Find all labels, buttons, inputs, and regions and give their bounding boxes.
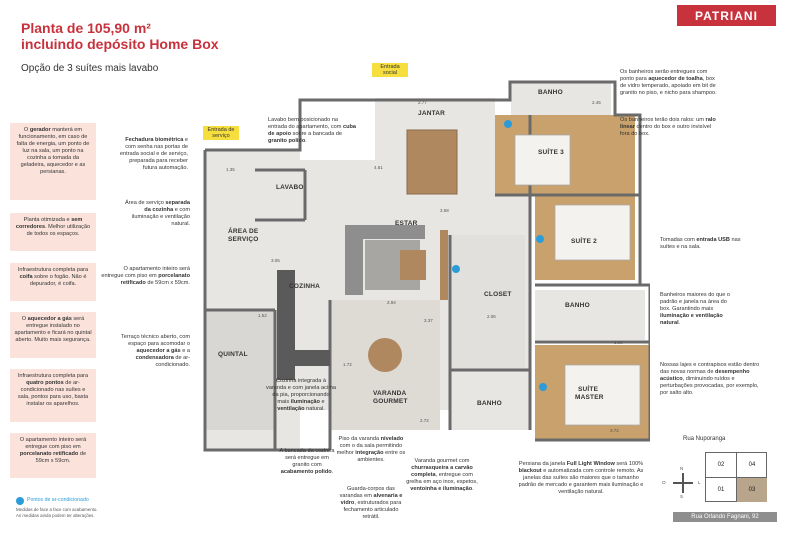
dim-8: 3.37	[424, 318, 433, 323]
note-piso-varanda: Piso da varanda nivelado com o da sala permitindo melhor integração entre os ambientes.	[336, 436, 406, 463]
compass-l: L	[698, 480, 701, 485]
note-lavabo: Lavabo bem posicionado na entrada do apartamento, com cuba de apoio sobre a bancada de granito polido.	[268, 117, 357, 144]
right-note-ralos: Os banheiros terão dois ralos: um ralo linear dentro do box e outro invisível fora do box.	[620, 117, 716, 137]
banho1-floor	[511, 82, 611, 115]
dim-14: 1.52	[258, 313, 267, 318]
compass-o: O	[662, 480, 666, 485]
dining-table	[407, 130, 457, 194]
dim-1: 2.77	[418, 100, 427, 105]
title-line-1: Planta de 105,90 m²	[21, 20, 151, 36]
dim-5: 3.05	[271, 258, 280, 263]
ac-point-icon	[452, 265, 460, 273]
dim-11: 3.00	[614, 340, 623, 345]
unit-03: 03	[737, 478, 767, 502]
bed-suite3	[515, 135, 570, 185]
right-note-usb: Tomadas com entrada USB nas suítes e na sala.	[660, 237, 741, 250]
unit-02: 02	[706, 453, 737, 478]
ac-legend-label: Pontos de ar-condicionado	[27, 497, 89, 503]
bed-suite2	[555, 205, 630, 260]
room-suite2: SUÍTE 2	[571, 238, 597, 245]
room-jantar: JANTAR	[418, 110, 446, 117]
brand-logo: PATRIANI	[677, 5, 776, 26]
dim-13: 2.45	[592, 100, 601, 105]
unit-01: 01	[706, 478, 737, 502]
dim-10: 2.72	[420, 418, 429, 423]
left-note-planta: Planta otimizada e sem corredores. Melhor utilização de todos os espaços.	[10, 213, 96, 251]
room-suite-master-2: MASTER	[575, 394, 604, 401]
left-note-coifa: Infraestrutura completa para coifa sobre o fogão. Não é depurador, é coifa.	[10, 263, 96, 301]
note-cozinha: Cozinha integrada à varanda e com janela acima da pia, proporcionando mais iluminação e ventilação natural.	[266, 378, 336, 412]
street-top: Rua Nuporanga	[683, 436, 726, 442]
sofa-back	[345, 225, 425, 239]
entrada-social-tag: Entrada social	[372, 63, 408, 77]
room-varanda-1: VARANDA	[373, 390, 407, 397]
unit-04: 04	[737, 453, 767, 478]
note-bancada: A bancada da cozinha será entregue em granito com acabamento polido.	[279, 448, 335, 475]
floor-plan	[195, 80, 650, 460]
compass-icon	[662, 466, 701, 499]
compass-needle-cross	[673, 482, 693, 484]
ac-point-icon	[16, 497, 24, 505]
ac-point-icon	[539, 383, 547, 391]
disclaimer-2: As medidas ainda podem ter alterações.	[16, 513, 95, 518]
left-note-porcelanato: O apartamento inteiro será entregue com piso em porcelanato retificado de 59cm x 59cm.	[10, 433, 96, 478]
closet-floor	[450, 235, 525, 390]
dim-4: 3.58	[440, 208, 449, 213]
note-terraco: Terraço técnico aberto, com espaço para acomodar o aquecedor a gás e a condensadora de ar-condicionado.	[120, 334, 190, 368]
compass-s: S	[680, 494, 684, 499]
right-note-acustico: Nossas lajes e contrapisos estão dentro das novas normas de desempenho acústico, diminuindo ruídos e perturbações provocadas, por exemplo, por salto alto.	[660, 362, 760, 396]
compass-n: N	[680, 466, 684, 471]
dim-6: 2.94	[387, 300, 396, 305]
note-servico: Área de serviço separada da cozinha e com iluminação e ventilação natural.	[125, 200, 190, 227]
room-suite-master-1: SUÍTE	[578, 386, 599, 393]
ac-point-icon	[504, 120, 512, 128]
room-lavabo: LAVABO	[276, 184, 304, 191]
room-suite3: SUÍTE 3	[538, 149, 564, 156]
veranda-table	[368, 338, 402, 372]
room-closet: CLOSET	[484, 291, 512, 298]
note-persiana: Persiana da janela Full Light Window será 100% blackout e automatizada com controle remoto. As janelas das suítes são maiores que o tamanho padrão de mercado e garantem mais iluminação e ventilação natural.	[518, 461, 644, 495]
disclaimer-1: Medidas de face a face com acabamento.	[16, 507, 98, 512]
room-varanda-2: GOURMET	[373, 398, 408, 405]
room-quintal: QUINTAL	[218, 351, 248, 358]
left-note-gerador: O gerador manterá em funcionamento, em caso de falta de energia, um ponto de luz na sala, um ponto na cozinha a tomada da geladeira, aquecedor e as persianas.	[10, 123, 96, 200]
left-note-ar-condicionado: Infraestrutura completa para quatro pontos de ar-condicionado nas suítes e sala, pontos para uso, basta instalar os aparelhos.	[10, 369, 96, 422]
room-banho-2: BANHO	[565, 302, 590, 309]
note-piso: O apartamento inteiro será entregue com piso em porcelanato retificado de 59cm x 59cm.	[101, 266, 190, 286]
dim-9: 1.72	[343, 362, 352, 367]
note-gourmet: Varanda gourmet com churrasqueira a carvão completa, entregue com grelha em aço inox, espetos, ventoinha e iluminação.	[406, 458, 478, 492]
page-subtitle: Opção de 3 suítes mais lavabo	[21, 63, 159, 74]
site-map	[705, 452, 767, 502]
tv-unit	[440, 230, 448, 300]
street-bottom: Rua Orlando Fagnani, 92	[673, 512, 777, 522]
coffee-table	[400, 250, 426, 280]
room-banho-1: BANHO	[538, 89, 563, 96]
note-guarda-corpos: Guarda-corpos das varandas em alvenaria e vidro, estruturados para fechamento articulado retrátil.	[339, 486, 403, 520]
page-title	[21, 20, 219, 52]
right-note-banheiros: Os banheiros serão entregues com ponto para aquecedor de toalha, box de vidro temperado, apoiado em bit de granito no piso, e nicho para shampoo.	[620, 69, 717, 96]
entrada-servico-tag: Entrada de serviço	[203, 126, 239, 140]
title-line-2: incluindo depósito Home Box	[21, 36, 219, 52]
banho2-floor	[535, 290, 645, 340]
room-banho-3: BANHO	[477, 400, 502, 407]
note-fechadura: Fechadura biométrica e com senha nas portas de entrada social e de serviço, preparada para receber futura automação.	[119, 137, 188, 171]
kitchen-counter-2	[295, 350, 330, 366]
dim-12: 3.72	[610, 428, 619, 433]
right-note-banheiros-maiores: Banheiros maiores do que o padrão e janela na área do box. Garantindo mais iluminação e ventilação natural.	[660, 292, 730, 326]
lavabo-floor	[255, 170, 305, 220]
ac-point-icon	[536, 235, 544, 243]
dim-7: 2.06	[487, 314, 496, 319]
room-area-servico-2: SERVIÇO	[228, 236, 259, 243]
left-note-aquecedor: O aquecedor a gás será entregue instalado no apartamento e ficará no quintal aberto. Muito mais segurança.	[10, 312, 96, 358]
room-cozinha: COZINHA	[289, 283, 321, 290]
quintal-floor	[205, 310, 275, 430]
room-area-servico-1: ÁREA DE	[228, 228, 259, 235]
room-estar: ESTAR	[395, 220, 418, 227]
dim-3: 1.35	[226, 167, 235, 172]
dim-2: 4.61	[374, 165, 383, 170]
